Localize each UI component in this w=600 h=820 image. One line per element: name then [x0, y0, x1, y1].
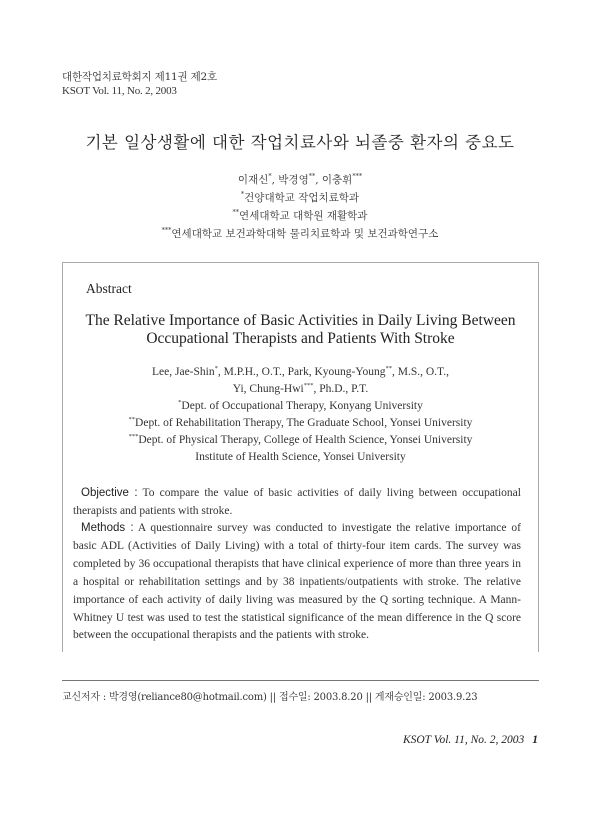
- english-title: [62, 312, 539, 348]
- methods-text: A questionnaire survey was conducted to investigate the relative importance of basic ADL (Activities of Daily Living) with a total of thirty-four item cards. The survey was completed by 36 occupational therapists that have clinical experience of more than three years in a hospital or rehabilitation settings and by 38 inpatients/outpatients with stroke. The relative importance of each activity of daily living was measured by the Q sorting technique. A Mann-Whitney U test was used to test the statistical significance of the mean difference in the Q score between the occupational therapists and the patients with stroke.: [73, 522, 522, 642]
- objective-paragraph: [73, 485, 521, 521]
- english-affiliation-2-mark: **: [128, 416, 136, 423]
- korean-affiliation-3-text: 연세대학교 보건과학대학 물리치료학과 및 보건과학연구소: [171, 228, 439, 240]
- english-affiliation-3-text: Dept. of Physical Therapy, College of Health Science, Yonsei University: [138, 434, 473, 446]
- correspondence-note: 교신저자 : 박경영(reliance80@hotmail.com) || 접수일: 2003.8.20 || 게재승인일: 2003.9.23: [62, 692, 478, 703]
- korean-author-1-mark: *: [268, 172, 272, 180]
- korean-affiliation-1: [0, 190, 600, 205]
- english-affiliation-3: [62, 433, 539, 446]
- korean-author-2-mark: **: [308, 172, 316, 180]
- english-author-2: , M.P.H., O.T., Park, Kyoung-Young: [217, 366, 386, 378]
- english-affiliation-1-mark: *: [178, 399, 182, 406]
- journal-english-line: KSOT Vol. 11, No. 2, 2003: [62, 85, 177, 97]
- korean-affiliation-1-text: 건양대학교 작업치료학과: [244, 192, 360, 204]
- korean-author-3-mark: ***: [352, 172, 363, 180]
- english-affiliation-1-text: Dept. of Occupational Therapy, Konyang University: [181, 400, 423, 412]
- korean-authors: [0, 172, 600, 187]
- korean-author-3: , 이충휘: [315, 174, 353, 186]
- english-authors-line-2: [62, 382, 539, 395]
- english-author-3-degrees: , Ph.D., P.T.: [313, 383, 369, 395]
- page-number: 1: [532, 734, 538, 746]
- objective-label: Objective :: [81, 487, 138, 499]
- journal-korean-line: 대한작업치료학회지 제11권 제2호: [62, 71, 217, 83]
- running-footer-text: KSOT Vol. 11, No. 2, 2003: [402, 734, 525, 746]
- english-affiliation-2-text: Dept. of Rehabilitation Therapy, The Graduate School, Yonsei University: [135, 417, 473, 429]
- korean-affiliation-2-text: 연세대학교 대학원 재활학과: [239, 210, 368, 222]
- footer-divider: [62, 680, 539, 681]
- english-title-line-2: Occupational Therapists and Patients With Stroke: [146, 330, 455, 347]
- abstract-heading: Abstract: [86, 281, 132, 296]
- methods-paragraph: [73, 520, 521, 645]
- korean-affiliation-2-mark: **: [232, 208, 240, 216]
- english-affiliation-1: [62, 399, 539, 412]
- korean-affiliation-3-mark: ***: [161, 226, 172, 234]
- korean-affiliation-3: [0, 226, 600, 241]
- korean-author-2: , 박경영: [271, 174, 309, 186]
- running-footer: [403, 734, 538, 746]
- english-affiliation-3-mark: ***: [128, 433, 139, 440]
- korean-affiliation-2: [0, 208, 600, 223]
- english-affiliation-4: [62, 451, 539, 463]
- english-title-line-1: The Relative Importance of Basic Activities in Daily Living Between: [85, 312, 516, 329]
- english-author-3: Yi, Chung-Hwi: [232, 383, 304, 395]
- english-author-3-mark: ***: [303, 382, 314, 389]
- english-affiliation-2: [62, 416, 539, 429]
- korean-title: 기본 일상생활에 대한 작업치료사와 뇌졸중 환자의 중요도: [85, 133, 515, 152]
- korean-author-1: 이재신: [237, 174, 269, 186]
- english-author-1: Lee, Jae-Shin: [152, 366, 215, 378]
- english-authors-line-1: [62, 365, 539, 378]
- english-affiliation-4-text: Institute of Health Science, Yonsei University: [195, 451, 406, 463]
- korean-affiliation-1-mark: *: [240, 190, 245, 198]
- methods-label: Methods :: [81, 522, 134, 534]
- objective-text: To compare the value of basic activities of daily living between occupational therapists and patients with stroke.: [73, 487, 521, 517]
- english-author-1-mark: *: [214, 365, 218, 372]
- english-author-2-degrees: , M.S., O.T.,: [391, 366, 449, 378]
- english-author-2-mark: **: [385, 365, 392, 372]
